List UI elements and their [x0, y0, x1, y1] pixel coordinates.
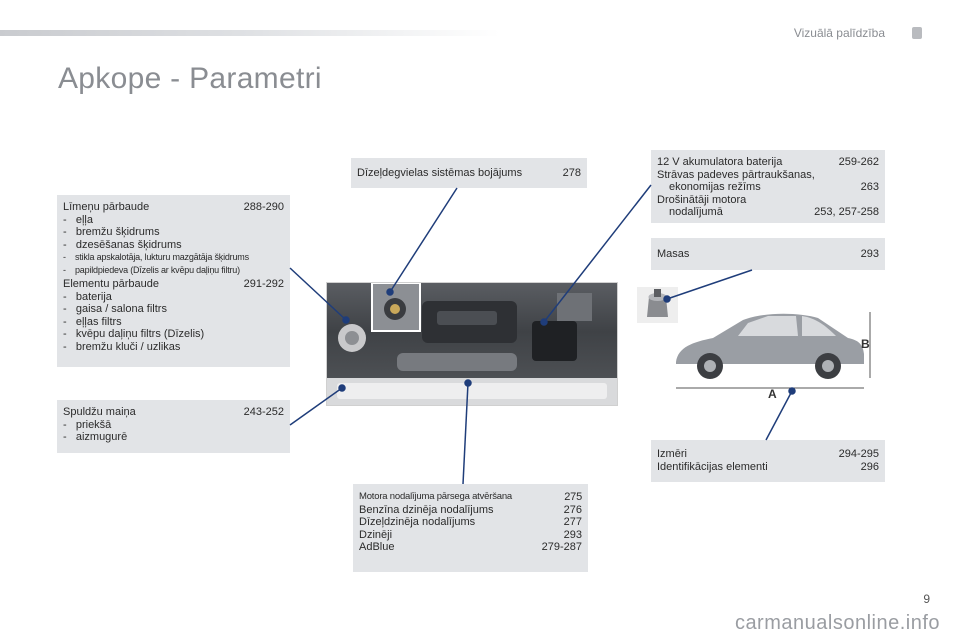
- petrol-engine-label: Benzīna dzinēja nodalījums: [359, 503, 494, 516]
- battery-label: 12 V akumulatora baterija: [657, 156, 783, 168]
- list-item: - aizmugurē: [63, 431, 128, 443]
- economy-pages: 263: [860, 181, 879, 193]
- levels-heading: Līmeņu pārbaude: [63, 201, 150, 213]
- bulbs-pages: 243-252: [243, 406, 284, 418]
- diesel-engine-label: Dīzeļdzinēja nodalījums: [359, 516, 476, 528]
- adblue-pages: 279-287: [541, 541, 582, 553]
- page-title: Apkope - Parametri: [58, 62, 322, 95]
- dimensions-pages: 294-295: [838, 448, 879, 460]
- identification-label: Identifikācijas elementi: [657, 460, 768, 473]
- list-item: - eļļas filtrs: [63, 315, 122, 328]
- elements-heading: Elementu pārbaude: [63, 278, 160, 290]
- dimension-a-label: A: [768, 387, 777, 401]
- bonnet-pages: 275: [564, 491, 582, 503]
- dimensions-label: Izmēri: [657, 448, 687, 460]
- dimension-b-label: B: [861, 337, 870, 351]
- diesel-pages: 278: [562, 167, 581, 179]
- page-number: 9: [923, 592, 930, 606]
- levels-pages: 288-290: [243, 201, 284, 213]
- fuses-location-label: nodalījumā: [669, 206, 723, 218]
- masses-label: Masas: [657, 248, 690, 260]
- list-item: - gaisa / salona filtrs: [63, 303, 167, 315]
- masses-pages: 293: [860, 248, 879, 260]
- list-item: - kvēpu daļiņu filtrs (Dīzelis): [63, 328, 205, 340]
- fuses-pages: 253, 257-258: [814, 206, 879, 218]
- list-item: - eļļa: [63, 213, 93, 226]
- diesel-engine-pages: 277: [563, 516, 582, 528]
- bulbs-heading: Spuldžu maiņa: [63, 406, 136, 418]
- list-item: - dzesēšanas šķidrums: [63, 238, 182, 251]
- engines-pages: 293: [563, 528, 582, 541]
- list-item: - baterija: [63, 290, 112, 303]
- bonnet-label: Motora nodalījuma pārsega atvēršana: [359, 491, 513, 502]
- elements-pages: 291-292: [243, 278, 284, 290]
- diesel-label: Dīzeļdegvielas sistēmas bojājums: [357, 167, 523, 179]
- petrol-pages: 276: [563, 503, 582, 516]
- adblue-label: AdBlue: [359, 541, 395, 553]
- list-item: - stikla apskalotāja, lukturu mazgātāja šķidrums: [63, 252, 249, 262]
- fuses-label: Drošinātāji motora: [657, 193, 747, 206]
- battery-pages: 259-262: [838, 156, 879, 168]
- engines-label: Dzinēji: [359, 528, 393, 541]
- watermark: carmanualsonline.info: [734, 612, 940, 634]
- list-item: - bremžu šķidrums: [63, 226, 160, 238]
- power-cut-label: Strāvas padeves pārtraukšanas,: [657, 168, 815, 181]
- list-item: - papildpiedeva (Dīzelis ar kvēpu daļiņu filtru): [63, 264, 240, 275]
- list-item: - bremžu kluči / uzlikas: [63, 340, 181, 353]
- identification-pages: 296: [860, 460, 879, 473]
- list-item: - priekšā: [63, 418, 112, 431]
- section-title: Vizuālā palīdzība: [793, 26, 885, 40]
- economy-mode-label: ekonomijas režīms: [669, 181, 761, 193]
